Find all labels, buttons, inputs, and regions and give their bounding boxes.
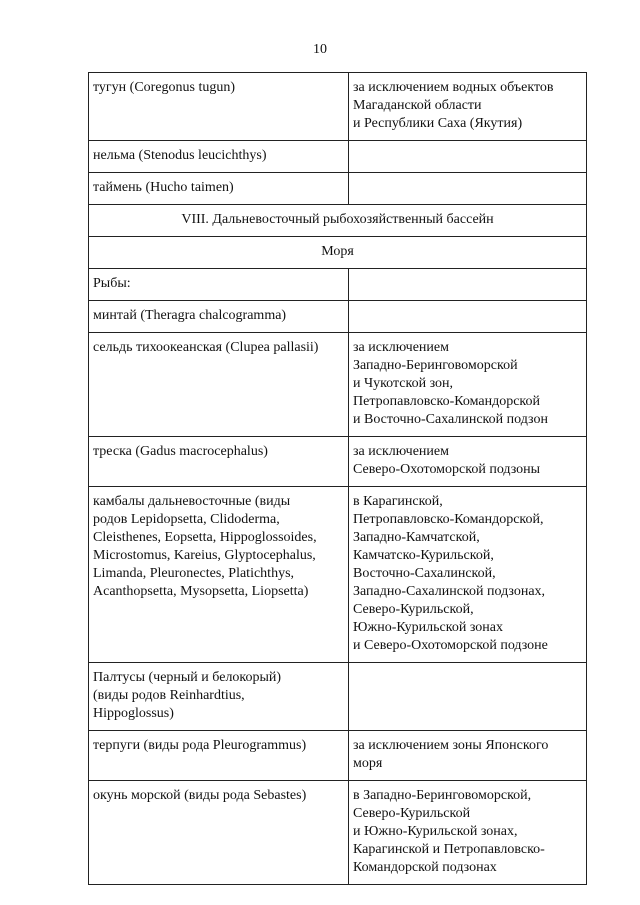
cell-line: Палтусы (черный и белокорый) [93,670,282,685]
species-cell [89,301,349,333]
section-row [89,237,587,269]
cell-line: Microstomus, Kareius, Glyptocephalus, [93,548,316,563]
table-row [89,73,587,141]
species-cell [89,73,349,141]
section-heading: Моря [89,237,587,269]
section-heading: VIII. Дальневосточный рыбохозяйственный бассейн [89,205,587,237]
cell-line: Западно-Беринговоморской [353,358,518,373]
cell-line: за исключением зоны Японского [353,738,549,753]
cell-line: окунь морской (виды рода Sebastes) [93,788,307,803]
cell-line: за исключением [353,340,449,355]
table-row [89,487,587,663]
cell-line: (виды родов Reinhardtius, [93,688,245,703]
cell-line: Cleisthenes, Eopsetta, Hippoglossoides, [93,530,317,545]
cell-line: Северо-Охотоморской подзоны [353,462,541,477]
table-row [89,301,587,333]
species-cell [89,173,349,205]
cell-line: сельдь тихоокеанская (Clupea pallasii) [93,340,319,355]
exception-cell [349,141,587,173]
exception-cell [349,731,587,781]
cell-line: в Карагинской, [353,494,443,509]
exception-cell [349,73,587,141]
cell-line: камбалы дальневосточные (виды [93,494,291,509]
table-body [89,73,587,885]
table-row [89,333,587,437]
cell-line: Петропавловско-Командорской [353,394,540,409]
cell-line: и Восточно-Сахалинской подзон [353,412,548,427]
exception-cell [349,663,587,731]
cell-line: и Южно-Курильской зонах, [353,824,518,839]
fish-species-table [88,72,587,885]
page-number: 10 [313,42,327,57]
cell-line: тугун (Coregonus tugun) [93,80,236,95]
cell-line: таймень (Hucho taimen) [93,180,234,195]
species-cell [89,487,349,663]
cell-line: Западно-Камчатской, [353,530,480,545]
cell-line: Магаданской области [353,98,482,113]
table-row [89,731,587,781]
cell-line: Западно-Сахалинской подзонах, [353,584,546,599]
species-cell [89,731,349,781]
species-cell [89,269,349,301]
section-row [89,205,587,237]
cell-line: Acanthopsetta, Mysopsetta, Liopsetta) [93,584,309,599]
table-row [89,141,587,173]
table-row [89,269,587,301]
cell-line: и Чукотской зон, [353,376,454,391]
cell-line: Северо-Курильской, [353,602,474,617]
cell-line: Северо-Курильской [353,806,471,821]
cell-line: и Северо-Охотоморской подзоне [353,638,548,653]
cell-line: Восточно-Сахалинской, [353,566,496,581]
cell-line: треска (Gadus macrocephalus) [93,444,268,459]
cell-line: Командорской подзонах [353,860,497,875]
cell-line: минтай (Theragra chalcogramma) [93,308,287,323]
cell-line: терпуги (виды рода Pleurogrammus) [93,738,307,753]
cell-line: Limanda, Pleuronectes, Platichthys, [93,566,295,581]
table-row [89,437,587,487]
species-cell [89,781,349,885]
cell-line: Рыбы: [93,276,131,291]
species-cell [89,437,349,487]
cell-line: в Западно-Беринговоморской, [353,788,532,803]
table-row [89,781,587,885]
exception-cell [349,333,587,437]
exception-cell [349,437,587,487]
cell-line: нельма (Stenodus leucichthys) [93,148,267,163]
exception-cell [349,301,587,333]
cell-line: Карагинской и Петропавловско- [353,842,545,857]
exception-cell [349,781,587,885]
cell-line: Южно-Курильской зонах [353,620,503,635]
cell-line: за исключением водных объектов [353,80,554,95]
exception-cell [349,487,587,663]
table-row [89,173,587,205]
cell-line: Камчатско-Курильской, [353,548,494,563]
species-cell [89,141,349,173]
cell-line: за исключением [353,444,449,459]
cell-line: моря [353,756,383,771]
exception-cell [349,173,587,205]
species-cell [89,333,349,437]
cell-line: Петропавловско-Командорской, [353,512,544,527]
cell-line: родов Lepidopsetta, Clidoderma, [93,512,280,527]
species-cell [89,663,349,731]
cell-line: Hippoglossus) [93,706,174,721]
exception-cell [349,269,587,301]
table-row [89,663,587,731]
cell-line: и Республики Саха (Якутия) [353,116,523,131]
